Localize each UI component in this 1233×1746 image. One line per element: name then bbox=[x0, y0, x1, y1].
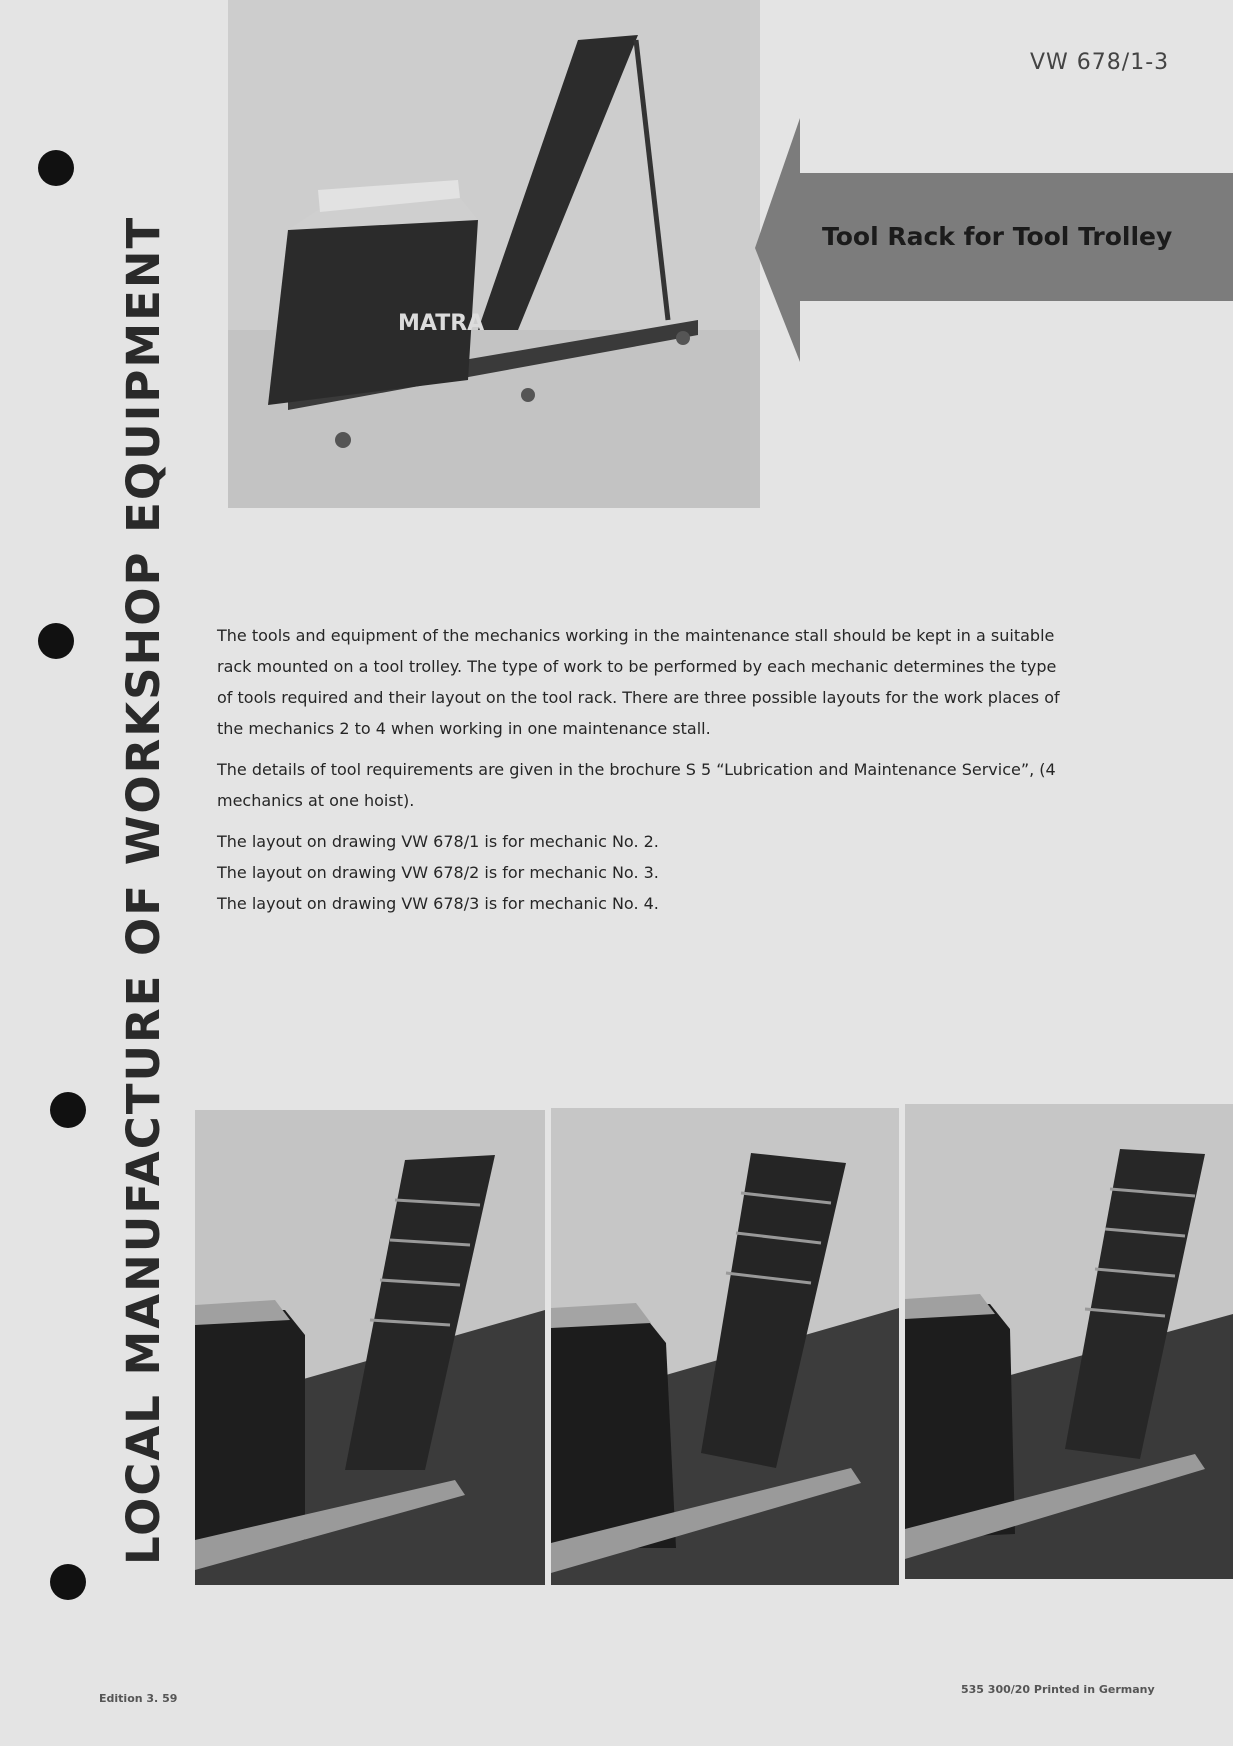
layout-list bbox=[217, 826, 1072, 919]
layout-line-2: The layout on drawing VW 678/2 is for mechanic No. 3. bbox=[217, 863, 659, 882]
punch-hole-4 bbox=[50, 1564, 86, 1600]
brand-label: MATRA bbox=[398, 311, 485, 336]
punch-hole-2 bbox=[38, 623, 74, 659]
main-photo bbox=[228, 0, 760, 508]
print-info: 535 300/20 Printed in Germany bbox=[961, 1683, 1155, 1696]
description-text bbox=[217, 620, 1072, 919]
side-title: LOCAL MANUFACTURE OF WORKSHOP EQUIPMENT bbox=[117, 215, 170, 1565]
layout-line-1: The layout on drawing VW 678/1 is for mechanic No. 2. bbox=[217, 832, 659, 851]
layout-photo-3 bbox=[905, 1104, 1233, 1579]
punch-hole-1 bbox=[38, 150, 74, 186]
paragraph-1: The tools and equipment of the mechanics working in the maintenance stall should be kept in a suitable rack mounted on a tool trolley. The type of work to be performed by each mechanic determines the type of tools required and their layout on the tool rack. There are three possible layouts for the work places of the mechanics 2 to 4 when working in one maintenance stall. bbox=[217, 626, 1060, 738]
layout-photo-1 bbox=[195, 1110, 545, 1585]
section-heading: Tool Rack for Tool Trolley bbox=[822, 222, 1173, 251]
layout-line-3: The layout on drawing VW 678/3 is for mechanic No. 4. bbox=[217, 894, 659, 913]
layout-photo-2 bbox=[551, 1108, 899, 1585]
punch-hole-3 bbox=[50, 1092, 86, 1128]
edition-label: Edition 3. 59 bbox=[99, 1692, 178, 1705]
document-number: VW 678/1-3 bbox=[1030, 50, 1170, 75]
paragraph-2: The details of tool requirements are given in the brochure S 5 “Lubrication and Maintenance Service”, (4 mechanics at one hoist). bbox=[217, 760, 1056, 810]
